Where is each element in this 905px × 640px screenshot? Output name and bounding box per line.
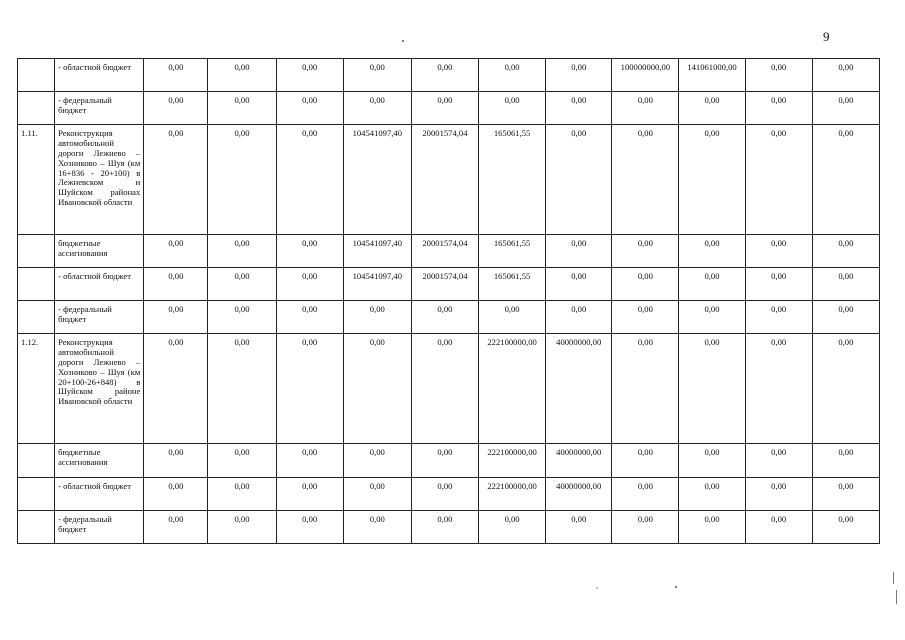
value-cell: 0,00 — [612, 301, 679, 334]
value-cell: 0,00 — [208, 268, 276, 301]
value-cell: 104541097,40 — [343, 235, 411, 268]
value-cell: 0,00 — [679, 268, 745, 301]
row-code — [18, 92, 55, 125]
value-cell: 0,00 — [208, 235, 276, 268]
value-cell: 0,00 — [612, 334, 679, 444]
row-code — [18, 511, 55, 544]
value-cell: 0,00 — [276, 59, 343, 92]
row-label: Реконструкция автомобильной дороги Лежнево – Хозниково – Шуя (км 20+100-26+848) в Шуйском районе Ивановской области — [55, 334, 144, 444]
value-cell: 0,00 — [612, 125, 679, 235]
table-row — [18, 444, 880, 478]
value-cell: 0,00 — [612, 478, 679, 511]
budget-table — [17, 58, 880, 544]
value-cell: 0,00 — [546, 511, 612, 544]
scan-speck — [596, 587, 598, 589]
value-cell: 40000000,00 — [546, 478, 612, 511]
value-cell: 0,00 — [144, 125, 208, 235]
value-cell: 0,00 — [208, 478, 276, 511]
scan-speck — [402, 40, 404, 42]
row-code — [18, 444, 55, 478]
value-cell: 141061000,00 — [679, 59, 745, 92]
row-label: Реконструкция автомобильной дороги Лежнево – Хозниково – Шуя (км 16+836 - 20+100) в Лежневском и Шуйском районах Ивановской области — [55, 125, 144, 235]
value-cell: 0,00 — [679, 92, 745, 125]
value-cell: 0,00 — [276, 268, 343, 301]
value-cell: 0,00 — [546, 125, 612, 235]
value-cell: 0,00 — [208, 92, 276, 125]
value-cell: 0,00 — [679, 125, 745, 235]
value-cell: 20001574,04 — [411, 268, 478, 301]
value-cell: 0,00 — [208, 301, 276, 334]
value-cell: 0,00 — [144, 59, 208, 92]
row-label: - федеральный бюджет — [55, 301, 144, 334]
value-cell: 0,00 — [546, 235, 612, 268]
value-cell: 0,00 — [144, 92, 208, 125]
value-cell: 0,00 — [144, 334, 208, 444]
row-label: бюджетные ассигнования — [55, 235, 144, 268]
value-cell: 0,00 — [343, 478, 411, 511]
value-cell: 0,00 — [479, 92, 546, 125]
value-cell: 0,00 — [411, 511, 478, 544]
value-cell: 0,00 — [411, 92, 478, 125]
row-code: 1.11. — [18, 125, 55, 235]
value-cell: 0,00 — [612, 235, 679, 268]
value-cell: 0,00 — [812, 235, 879, 268]
value-cell: 0,00 — [812, 268, 879, 301]
value-cell: 0,00 — [745, 235, 812, 268]
value-cell: 0,00 — [276, 511, 343, 544]
value-cell: 0,00 — [208, 125, 276, 235]
value-cell: 0,00 — [411, 334, 478, 444]
page-number: 9 — [823, 29, 830, 44]
value-cell: 0,00 — [679, 235, 745, 268]
row-label: бюджетные ассигнования — [55, 444, 144, 478]
value-cell: 0,00 — [144, 478, 208, 511]
value-cell: 0,00 — [276, 444, 343, 478]
value-cell: 0,00 — [612, 444, 679, 478]
value-cell: 0,00 — [745, 334, 812, 444]
row-label: - областной бюджет — [55, 478, 144, 511]
table-row — [18, 334, 880, 444]
table-row — [18, 125, 880, 235]
value-cell: 0,00 — [745, 92, 812, 125]
value-cell: 0,00 — [679, 511, 745, 544]
table-row — [18, 301, 880, 334]
value-cell: 0,00 — [343, 511, 411, 544]
value-cell: 0,00 — [276, 334, 343, 444]
value-cell: 0,00 — [745, 59, 812, 92]
table-row — [18, 235, 880, 268]
row-code: 1.12. — [18, 334, 55, 444]
value-cell: 165061,55 — [479, 235, 546, 268]
value-cell: 165061,55 — [479, 125, 546, 235]
value-cell: 0,00 — [812, 125, 879, 235]
value-cell: 0,00 — [144, 444, 208, 478]
value-cell: 0,00 — [546, 268, 612, 301]
value-cell: 0,00 — [612, 268, 679, 301]
value-cell: 0,00 — [144, 301, 208, 334]
value-cell: 0,00 — [679, 444, 745, 478]
value-cell: 0,00 — [679, 301, 745, 334]
value-cell: 222100000,00 — [479, 478, 546, 511]
value-cell: 0,00 — [411, 59, 478, 92]
row-label: - областной бюджет — [55, 268, 144, 301]
scan-mark — [896, 590, 897, 604]
value-cell: 20001574,04 — [411, 235, 478, 268]
table-row — [18, 268, 880, 301]
row-label: - федеральный бюджет — [55, 511, 144, 544]
table-row — [18, 478, 880, 511]
value-cell: 0,00 — [546, 301, 612, 334]
scan-speck — [675, 586, 677, 588]
value-cell: 0,00 — [343, 334, 411, 444]
row-code — [18, 478, 55, 511]
value-cell: 0,00 — [546, 92, 612, 125]
value-cell: 0,00 — [745, 478, 812, 511]
value-cell: 0,00 — [479, 59, 546, 92]
value-cell: 0,00 — [812, 59, 879, 92]
value-cell: 0,00 — [276, 92, 343, 125]
value-cell: 0,00 — [343, 92, 411, 125]
row-label: - областной бюджет — [55, 59, 144, 92]
value-cell: 0,00 — [144, 235, 208, 268]
value-cell: 0,00 — [812, 92, 879, 125]
row-label: - федеральный бюджет — [55, 92, 144, 125]
value-cell: 222100000,00 — [479, 444, 546, 478]
row-code — [18, 301, 55, 334]
value-cell: 0,00 — [612, 92, 679, 125]
value-cell: 165061,55 — [479, 268, 546, 301]
table-body — [18, 59, 880, 544]
value-cell: 0,00 — [479, 511, 546, 544]
value-cell: 0,00 — [612, 511, 679, 544]
value-cell: 104541097,40 — [343, 125, 411, 235]
value-cell: 0,00 — [144, 268, 208, 301]
value-cell: 222100000,00 — [479, 334, 546, 444]
value-cell: 0,00 — [276, 125, 343, 235]
value-cell: 40000000,00 — [546, 334, 612, 444]
table-row — [18, 511, 880, 544]
value-cell: 0,00 — [276, 478, 343, 511]
table-row — [18, 92, 880, 125]
table-row — [18, 59, 880, 92]
row-code — [18, 235, 55, 268]
value-cell: 0,00 — [208, 511, 276, 544]
value-cell: 0,00 — [411, 478, 478, 511]
value-cell: 0,00 — [479, 301, 546, 334]
value-cell: 0,00 — [812, 444, 879, 478]
value-cell: 0,00 — [812, 478, 879, 511]
scan-mark — [893, 572, 894, 584]
value-cell: 40000000,00 — [546, 444, 612, 478]
value-cell: 0,00 — [546, 59, 612, 92]
value-cell: 0,00 — [745, 301, 812, 334]
row-code — [18, 268, 55, 301]
value-cell: 0,00 — [745, 444, 812, 478]
value-cell: 0,00 — [343, 59, 411, 92]
value-cell: 0,00 — [745, 511, 812, 544]
value-cell: 0,00 — [276, 301, 343, 334]
value-cell: 0,00 — [208, 59, 276, 92]
value-cell: 0,00 — [144, 511, 208, 544]
row-code — [18, 59, 55, 92]
value-cell: 0,00 — [208, 444, 276, 478]
value-cell: 0,00 — [679, 478, 745, 511]
value-cell: 0,00 — [679, 334, 745, 444]
value-cell: 0,00 — [745, 125, 812, 235]
value-cell: 20001574,04 — [411, 125, 478, 235]
value-cell: 0,00 — [343, 301, 411, 334]
value-cell: 104541097,40 — [343, 268, 411, 301]
value-cell: 0,00 — [343, 444, 411, 478]
value-cell: 0,00 — [812, 511, 879, 544]
value-cell: 0,00 — [276, 235, 343, 268]
value-cell: 0,00 — [812, 334, 879, 444]
value-cell: 0,00 — [411, 301, 478, 334]
value-cell: 0,00 — [745, 268, 812, 301]
value-cell: 0,00 — [812, 301, 879, 334]
value-cell: 100000000,00 — [612, 59, 679, 92]
value-cell: 0,00 — [208, 334, 276, 444]
value-cell: 0,00 — [411, 444, 478, 478]
